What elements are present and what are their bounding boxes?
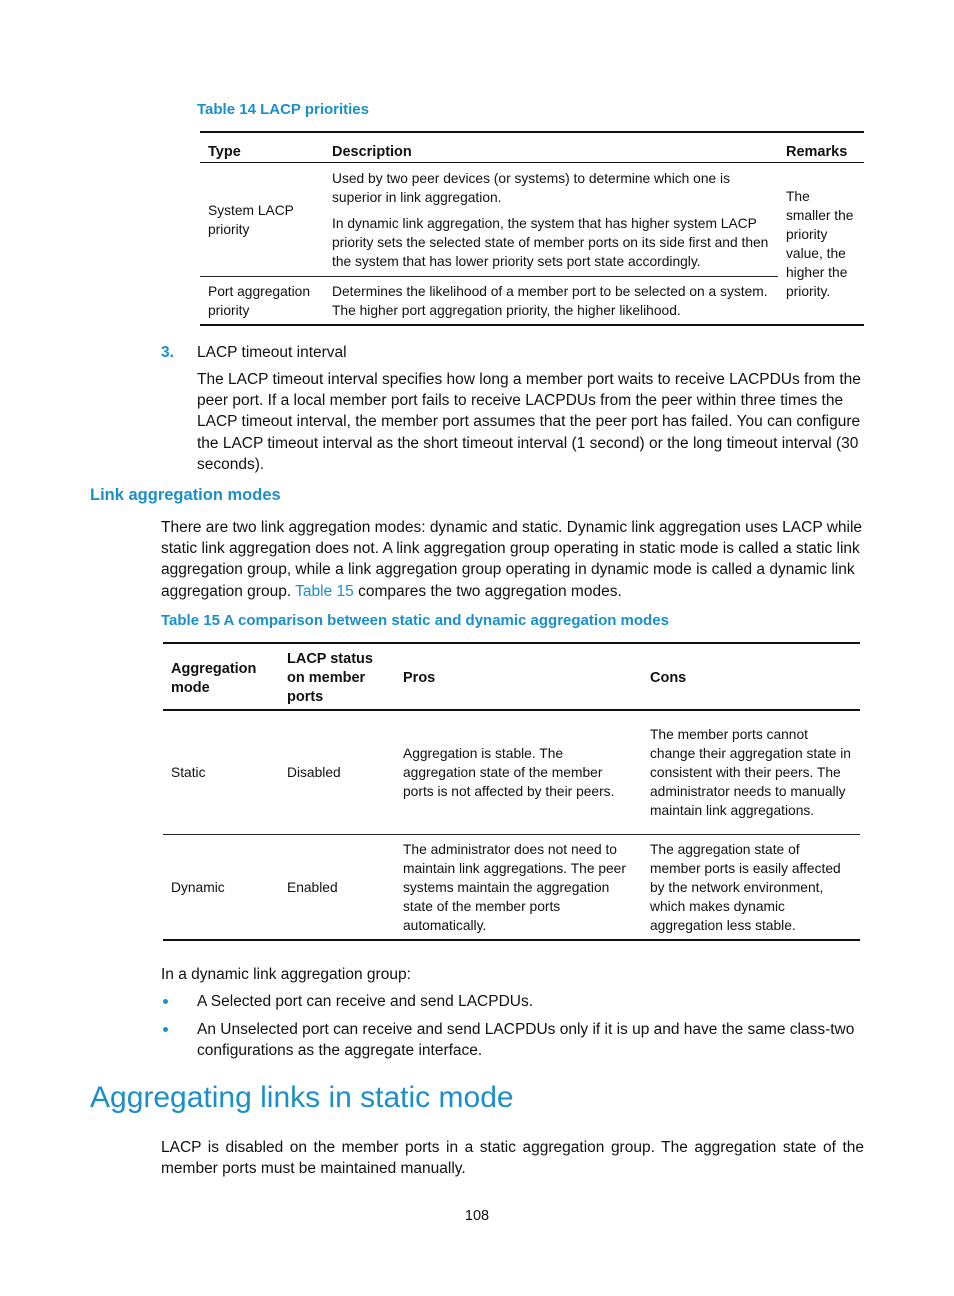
table-15-caption: Table 15 A comparison between static and dynamic aggregation modes [161, 612, 669, 629]
paragraph-text: compares the two aggregation modes. [358, 582, 622, 600]
step-paragraph: The LACP timeout interval specifies how long a member port waits to receive LACPDUs from the peer port. If a local member port fails to receive LACPDUs from the peer within three times the LACP timeout interval, the member port assumes that the peer port has failed. You can configure the LACP timeout interval as the short timeout interval (1 second) or the long timeout interval (30 seconds). [197, 371, 861, 473]
table-15-link[interactable]: Table 15 [295, 582, 354, 600]
static-paragraph: LACP is disabled on the member ports in a static aggregation group. The aggregation state of the member ports must be maintained manually. [161, 1139, 864, 1178]
lacp-priorities-table [200, 131, 864, 326]
table-header-row [200, 132, 864, 163]
header-mode: Aggregation mode [163, 643, 279, 710]
modes-paragraph [161, 517, 864, 602]
list-item: A Selected port can receive and send LACPDUs. [197, 993, 534, 1010]
table-14-caption: Table 14 LACP priorities [197, 101, 369, 118]
description-para: In dynamic link aggregation, the system that has higher system LACP priority sets the selected state of member ports on its side first and then the system that has lower priority sets port state accordingly. [332, 216, 769, 269]
cell-lacp: Enabled [279, 835, 395, 941]
cell-description [324, 163, 778, 277]
table-header-row [163, 643, 860, 710]
table-row [200, 163, 864, 277]
cell-remarks: The smaller the priority value, the higher the priority. [778, 163, 864, 326]
header-remarks: Remarks [778, 132, 864, 163]
list-intro: In a dynamic link aggregation group: [161, 966, 411, 983]
header-type: Type [200, 132, 324, 163]
page-number: 108 [464, 1208, 490, 1224]
step-number: 3. [161, 344, 174, 361]
cell-pros: Aggregation is stable. The aggregation state of the member ports is not affected by their peers. [395, 710, 642, 835]
list-item: An Unselected port can receive and send LACPDUs only if it is up and have the same class-two configurations as the aggregate interface. [197, 1021, 855, 1060]
description-para: Used by two peer devices (or systems) to determine which one is superior in link aggregation. [332, 171, 730, 205]
cell-cons: The member ports cannot change their aggregation state in consistent with their peers. The administrator needs to manually maintain link aggregations. [642, 710, 860, 835]
cell-lacp: Disabled [279, 710, 395, 835]
header-description: Description [324, 132, 778, 163]
section-heading: Link aggregation modes [90, 486, 281, 504]
cell-pros: The administrator does not need to maintain link aggregations. The peer systems maintain the aggregation state of the member ports automatically. [395, 835, 642, 941]
header-pros: Pros [395, 643, 642, 710]
table-row [163, 835, 860, 941]
bullet-icon [163, 999, 168, 1004]
cell-mode: Static [163, 710, 279, 835]
cell-type: Port aggregation priority [200, 277, 324, 326]
cell-cons: The aggregation state of member ports is easily affected by the network environment, which makes dynamic aggregation less stable. [642, 835, 860, 941]
aggregation-modes-table [163, 642, 860, 941]
paragraph-text: There are two link aggregation modes: dynamic and static. Dynamic link aggregation uses LACP while static link aggregation does not. A link aggregation group operating in static mode is called a static link aggregation group, while a link aggregation group operating in dynamic mode is called a dynamic link aggregation group. [161, 519, 863, 600]
cell-description: Determines the likelihood of a member port to be selected on a system. The higher port aggregation priority, the higher likelihood. [324, 277, 778, 326]
table-row [163, 710, 860, 835]
header-cons: Cons [642, 643, 860, 710]
table-row [200, 277, 864, 326]
step-title: LACP timeout interval [197, 344, 347, 361]
major-heading: Aggregating links in static mode [90, 1081, 514, 1114]
cell-mode: Dynamic [163, 835, 279, 941]
cell-type: System LACP priority [208, 202, 294, 237]
bullet-icon [163, 1027, 168, 1032]
header-lacp: LACP status on member ports [279, 643, 395, 710]
